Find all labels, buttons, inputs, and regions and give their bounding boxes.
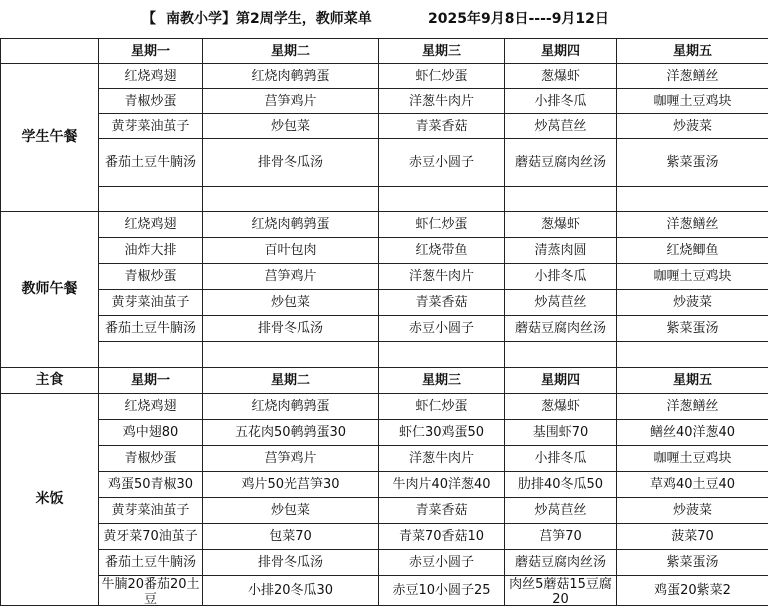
header-day-mon: 星期一: [99, 39, 203, 64]
table-cell: 青菜香菇: [379, 114, 505, 139]
table-cell: 红烧鸡翅: [99, 64, 203, 89]
table-row: [1, 420, 768, 446]
table-row: [1, 264, 768, 290]
table-cell: 青菜香菇: [379, 290, 505, 316]
table-cell: 黄芽菜油茧子: [99, 114, 203, 139]
table-cell: 莒笋鸡片: [203, 446, 379, 472]
table-cell: 莒笋鸡片: [203, 264, 379, 290]
table-cell: 虾仁30鸡蛋50: [379, 420, 505, 446]
table-cell: [379, 187, 505, 212]
table-cell: 炒莴苣丝: [505, 498, 617, 524]
table-cell: 虾仁炒蛋: [379, 212, 505, 238]
title-bracket: 【: [142, 11, 156, 27]
table-row: [1, 316, 768, 342]
table-cell: 炒莴苣丝: [505, 114, 617, 139]
table-cell: 鸡蛋20紫菜2: [617, 576, 768, 606]
table-cell: 炒菠菜: [617, 498, 768, 524]
table-row: [1, 524, 768, 550]
table-cell: 炒包菜: [203, 290, 379, 316]
table-cell: 葱爆虾: [505, 394, 617, 420]
table-cell: 五花肉50鹌鹑蛋30: [203, 420, 379, 446]
table-cell: 咖喱土豆鸡块: [617, 446, 768, 472]
table-cell: [617, 342, 768, 368]
table-cell: 油炸大排: [99, 238, 203, 264]
table-cell: 青椒炒蛋: [99, 89, 203, 114]
menu-table: [0, 38, 768, 606]
table-cell: 红烧鲫鱼: [617, 238, 768, 264]
table-row: [1, 498, 768, 524]
table-cell: 清蒸肉圆: [505, 238, 617, 264]
table-row: [1, 446, 768, 472]
table-cell: 排骨冬瓜汤: [203, 139, 379, 187]
header-corner-cell: [1, 39, 99, 64]
table-cell: 肉丝5蘑菇15豆腐20: [505, 576, 617, 606]
table-cell: 洋葱鳝丝: [617, 394, 768, 420]
table-cell: 赤豆小圆子: [379, 139, 505, 187]
table-row-empty: [1, 187, 768, 212]
rice-label: 米饭: [1, 394, 99, 606]
table-row: [1, 472, 768, 498]
student-lunch-label: 学生午餐: [1, 64, 99, 212]
table-cell: 排骨冬瓜汤: [203, 550, 379, 576]
table-cell: 黄芽菜油茧子: [99, 498, 203, 524]
table-row: [1, 394, 768, 420]
table-cell: 鸡蛋50青椒30: [99, 472, 203, 498]
header-day-wed: 星期三: [379, 39, 505, 64]
table-cell: 鳝丝40洋葱40: [617, 420, 768, 446]
table-cell: 赤豆10小圆子25: [379, 576, 505, 606]
table-cell: 紫菜蛋汤: [617, 550, 768, 576]
staple-day-fri: 星期五: [617, 368, 768, 394]
table-cell: 葱爆虾: [505, 64, 617, 89]
table-cell: 黄芽菜油茧子: [99, 290, 203, 316]
table-cell: [203, 187, 379, 212]
table-cell: 赤豆小圆子: [379, 316, 505, 342]
table-cell: 炒莴苣丝: [505, 290, 617, 316]
table-cell: 红烧肉鹌鹑蛋: [203, 212, 379, 238]
table-cell: 牛腩20番茄20土豆: [99, 576, 203, 606]
table-cell: 番茄土豆牛腩汤: [99, 139, 203, 187]
table-cell: 小排冬瓜: [505, 264, 617, 290]
table-cell: 炒菠菜: [617, 114, 768, 139]
staple-label: 主食: [1, 368, 99, 394]
table-cell: 牛肉片40洋葱40: [379, 472, 505, 498]
table-cell: 洋葱鳝丝: [617, 212, 768, 238]
table-cell: 虾仁炒蛋: [379, 394, 505, 420]
table-cell: 肋排40冬瓜50: [505, 472, 617, 498]
table-row: [1, 238, 768, 264]
table-cell: 洋葱牛肉片: [379, 446, 505, 472]
table-cell: 番茄土豆牛腩汤: [99, 550, 203, 576]
table-row: [1, 114, 768, 139]
table-cell: 青椒炒蛋: [99, 264, 203, 290]
table-cell: 蘑菇豆腐肉丝汤: [505, 316, 617, 342]
table-cell: 黄牙菜70油茧子: [99, 524, 203, 550]
table-cell: [505, 342, 617, 368]
table-cell: 青菜70香菇10: [379, 524, 505, 550]
table-cell: 洋葱牛肉片: [379, 264, 505, 290]
table-cell: 蘑菇豆腐肉丝汤: [505, 550, 617, 576]
table-cell: 小排冬瓜: [505, 446, 617, 472]
table-cell: 炒包菜: [203, 498, 379, 524]
table-row: [1, 290, 768, 316]
table-cell: 鸡中翅80: [99, 420, 203, 446]
title-school: 南教小学】第2周学生，教师菜单: [166, 11, 372, 27]
header-day-tue: 星期二: [203, 39, 379, 64]
table-row: [1, 550, 768, 576]
table-cell: 青椒炒蛋: [99, 446, 203, 472]
title-date-range: 2025年9月8日----9月12日: [428, 11, 609, 27]
teacher-lunch-label: 教师午餐: [1, 212, 99, 368]
table-cell: [99, 187, 203, 212]
table-cell: [505, 187, 617, 212]
table-cell: 百叶包肉: [203, 238, 379, 264]
table-cell: 红烧肉鹌鹑蛋: [203, 394, 379, 420]
header-day-thu: 星期四: [505, 39, 617, 64]
table-row: [1, 139, 768, 187]
staple-day-thu: 星期四: [505, 368, 617, 394]
table-cell: 小排冬瓜: [505, 89, 617, 114]
table-cell: 咖喱土豆鸡块: [617, 264, 768, 290]
table-cell: 红烧肉鹌鹑蛋: [203, 64, 379, 89]
staple-day-tue: 星期二: [203, 368, 379, 394]
table-cell: 炒包菜: [203, 114, 379, 139]
table-cell: 基围虾70: [505, 420, 617, 446]
table-cell: 虾仁炒蛋: [379, 64, 505, 89]
table-cell: 菠菜70: [617, 524, 768, 550]
table-cell: 蘑菇豆腐肉丝汤: [505, 139, 617, 187]
menu-title: [0, 0, 768, 38]
table-cell: 莒笋鸡片: [203, 89, 379, 114]
table-cell: 鸡片50光莒笋30: [203, 472, 379, 498]
staple-day-mon: 星期一: [99, 368, 203, 394]
table-cell: 番茄土豆牛腩汤: [99, 316, 203, 342]
table-cell: 红烧鸡翅: [99, 212, 203, 238]
header-row: [1, 39, 768, 64]
table-row-empty: [1, 342, 768, 368]
table-cell: 莒笋70: [505, 524, 617, 550]
table-cell: 洋葱鳝丝: [617, 64, 768, 89]
table-cell: [203, 342, 379, 368]
staple-header-row: [1, 368, 768, 394]
table-cell: [99, 342, 203, 368]
table-cell: 包菜70: [203, 524, 379, 550]
staple-day-wed: 星期三: [379, 368, 505, 394]
table-cell: 红烧带鱼: [379, 238, 505, 264]
table-row: [1, 212, 768, 238]
table-cell: 洋葱牛肉片: [379, 89, 505, 114]
table-cell: 草鸡40土豆40: [617, 472, 768, 498]
table-row: [1, 89, 768, 114]
table-cell: 咖喱土豆鸡块: [617, 89, 768, 114]
table-row: [1, 576, 768, 606]
table-cell: [379, 342, 505, 368]
table-cell: 赤豆小圆子: [379, 550, 505, 576]
header-day-fri: 星期五: [617, 39, 768, 64]
table-cell: 紫菜蛋汤: [617, 316, 768, 342]
table-cell: [617, 187, 768, 212]
table-cell: 青菜香菇: [379, 498, 505, 524]
table-cell: 红烧鸡翅: [99, 394, 203, 420]
table-row: [1, 64, 768, 89]
table-cell: 葱爆虾: [505, 212, 617, 238]
table-cell: 排骨冬瓜汤: [203, 316, 379, 342]
table-cell: 炒菠菜: [617, 290, 768, 316]
table-cell: 小排20冬瓜30: [203, 576, 379, 606]
table-cell: 紫菜蛋汤: [617, 139, 768, 187]
